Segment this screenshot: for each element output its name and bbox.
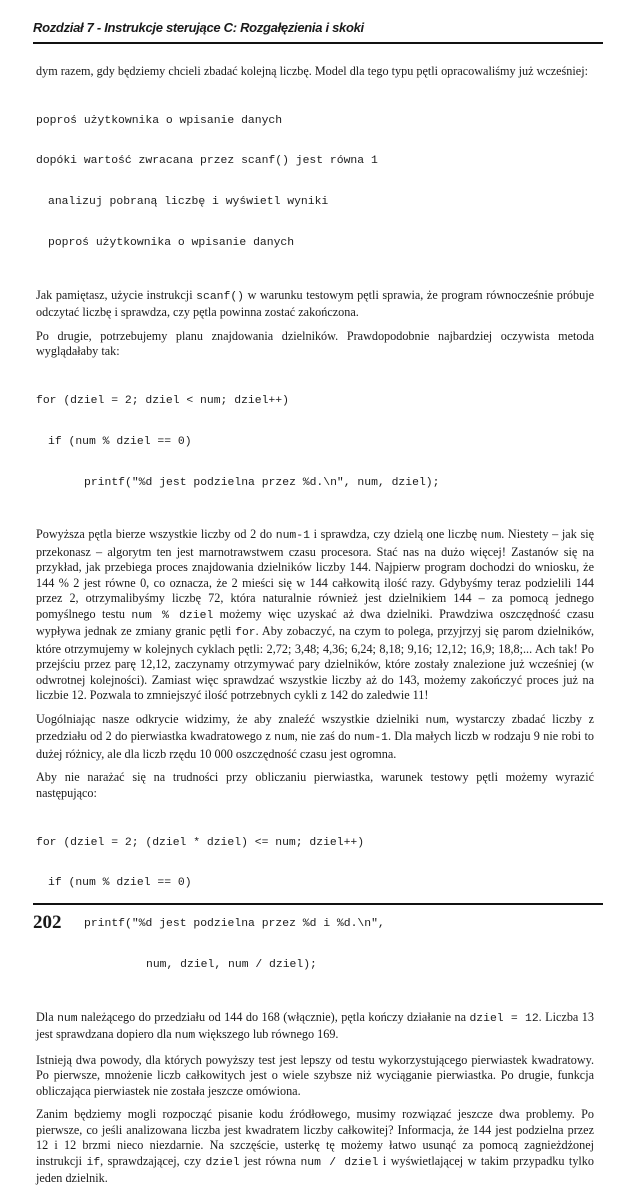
inline-code: for bbox=[235, 627, 256, 640]
code-line: poproś użytkownika o wpisanie danych bbox=[48, 237, 295, 250]
inline-code: num bbox=[480, 530, 502, 543]
footer-divider bbox=[33, 903, 603, 905]
code-line: analizuj pobraną liczbę i wyświetl wyniki bbox=[48, 196, 329, 209]
paragraph: Aby nie narażać się na trudności przy obliczaniu pierwiastka, warunek testowy pętli możemy wyrazić następująco: bbox=[36, 770, 594, 800]
inline-code: num bbox=[274, 732, 295, 745]
text-run: , sprawdzającej, czy bbox=[100, 1153, 206, 1168]
text-run: Jak pamiętasz, użycie instrukcji bbox=[36, 287, 197, 302]
code-line: printf("%d jest podzielna przez %d.\n", num, dziel); bbox=[84, 476, 440, 489]
code-block-loop bbox=[36, 368, 594, 518]
inline-code: scanf() bbox=[196, 290, 245, 303]
text-run: i wyświetlającej w takim przypadku tylko jeden dzielnik. bbox=[36, 1153, 594, 1186]
code-line: for (dziel = 2; dziel < num; dziel++) bbox=[36, 395, 289, 407]
code-line: num, dziel, num / dziel); bbox=[146, 958, 317, 971]
code-line: dopóki wartość zwracana przez scanf() jest równa 1 bbox=[36, 155, 378, 168]
text-run: . Liczba 13 jest sprawdzana dopiero dla bbox=[36, 1009, 594, 1042]
text-run: Dla bbox=[36, 1009, 58, 1024]
paragraph: Po drugie, potrzebujemy planu znajdowania dzielników. Prawdopodobnie najbardziej oczywista metoda wyglądałaby tak: bbox=[36, 328, 594, 359]
page-body bbox=[36, 64, 594, 1195]
paragraph bbox=[36, 712, 594, 763]
header-divider bbox=[33, 42, 603, 44]
paragraph bbox=[36, 1010, 594, 1045]
text-run: większego lub równego 169. bbox=[195, 1027, 339, 1042]
text-run: jest równa bbox=[239, 1153, 301, 1168]
inline-code: num bbox=[425, 714, 447, 727]
inline-code: if bbox=[86, 1156, 101, 1169]
inline-code: dziel = 12 bbox=[469, 1012, 539, 1025]
text-run: . Niestety – jak się przekonasz – algorytm ten jest marnotrawstwem czasu procesora. Stać nas na dużo więcej! Zastanów się na przykład, jak przebiega proces znajdowania dzielników liczby 144. Najpierw program dochodzi do wniosku, że 144 % 2 jest równe 0, co oznacza, że 2 mieści się w 144 całkowitą ilość razy. Gdybyśmy teraz podzielili 144 przez 2, otrzymalibyśmy liczbę 72, która naturalnie również jest dzielnikiem 144 – za pomocą jednego pomyślnego testu bbox=[36, 527, 594, 621]
text-run: . Dla małych liczb w rodzaju 9 nie robi to dużej różnicy, ale dla liczb rzędu 10 000 oszczędność czasu jest ogromna. bbox=[36, 729, 594, 761]
paragraph bbox=[36, 527, 594, 704]
text-run: Powyższa pętla bierze wszystkie liczby od 2 do bbox=[36, 527, 276, 542]
code-line: for (dziel = 2; (dziel * dziel) <= num; dziel++) bbox=[36, 836, 365, 849]
running-header: Rozdział 7 - Instrukcje sterujące C: Rozgałęzienia i skoki bbox=[33, 20, 364, 35]
text-run: i sprawdza, czy dzielą one liczbę bbox=[309, 527, 481, 542]
inline-code: num % dziel bbox=[131, 609, 214, 622]
text-run: możemy więc uzyskać aż dwa dzielniki. Prawdziwa oszczędność czasu wypływa jednak ze zmiany granic pętli bbox=[36, 606, 594, 639]
code-line: poproś użytkownika o wpisanie danych bbox=[36, 114, 283, 127]
inline-code: num-1 bbox=[353, 732, 389, 745]
inline-code: num / dziel bbox=[300, 1156, 379, 1169]
code-line: printf("%d jest podzielna przez %d i %d.\n", bbox=[84, 918, 385, 931]
page-number: 202 bbox=[33, 912, 62, 933]
text-run: Uogólniając nasze odkrycie widzimy, że aby znaleźć wszystkie dzielniki bbox=[36, 711, 426, 726]
text-run: Zanim będziemy mogli rozpocząć pisanie kodu źródłowego, musimy rozwiązać jeszcze dwa problemy. Po pierwsze, co jeśli analizowana liczba jest kwadratem liczby całkowitej? Informacja, że 144 jest podzielna przez 12 i 12 brzmi nieco niezdarnie. Na szczęście, usterkę tę możemy łatwo usunąć za pomocą zagnieżdżonej instrukcji bbox=[36, 1107, 594, 1168]
paragraph: dym razem, gdy będziemy chcieli zbadać kolejną liczbę. Model dla tego typu pętli opracowaliśmy już wcześniej: bbox=[36, 64, 588, 78]
inline-code: num bbox=[57, 1012, 78, 1025]
inline-code: num-1 bbox=[275, 530, 310, 543]
text-run: , nie zaś do bbox=[294, 729, 354, 744]
paragraph bbox=[36, 288, 594, 321]
text-run: należącego do przedziału od 144 do 168 (włącznie), pętla kończy działanie na bbox=[77, 1009, 470, 1024]
code-line: if (num % dziel == 0) bbox=[48, 435, 192, 448]
text-run: w warunku testowym pętli sprawia, że program równocześnie próbuje odczytać liczbę i sprawdza, czy pętla powinna zostać zakończona. bbox=[36, 287, 594, 320]
inline-code: num bbox=[174, 1030, 196, 1043]
code-block-pseudocode bbox=[36, 88, 594, 278]
text-run: . Aby zobaczyć, na czym to polega, przyjrzyj się parom dzielników, które otrzymujemy w kolejnych cyklach pętli: 2,72; 3,48; 4,36; 6,24; 8,18; 9,16; 12,12; 16,9; 18,8;... Ach tak! Po przejściu przez parę 12,12, zaczynamy otrzymywać pary dzielników, które zostały znalezione już wcześniej (w odwrotnej kolejności). Zamiast więc sprawdzać wszystkie liczby aż do 143, możemy zakończyć proces już na liczbie 12. Pozwala to zmniejszyć ilość potrzebnych cykli z 142 do zaledwie 11! bbox=[36, 624, 594, 703]
text-run: , wystarczy zbadać liczby z przedziału od 2 do pierwiastka kwadratowego z bbox=[36, 711, 594, 744]
paragraph: Istnieją dwa powody, dla których powyższy test jest lepszy od testu wykorzystującego pierwiastek kwadratowy. Po pierwsze, mnożenie liczb całkowitych jest o wiele szybsze niż wyciąganie pierwiastka. Po drugie, funkcja obliczająca pierwiastek nie została jeszcze omówiona. bbox=[36, 1052, 594, 1098]
inline-code: dziel bbox=[205, 1156, 240, 1169]
code-line: if (num % dziel == 0) bbox=[48, 877, 192, 890]
paragraph bbox=[36, 1107, 594, 1187]
